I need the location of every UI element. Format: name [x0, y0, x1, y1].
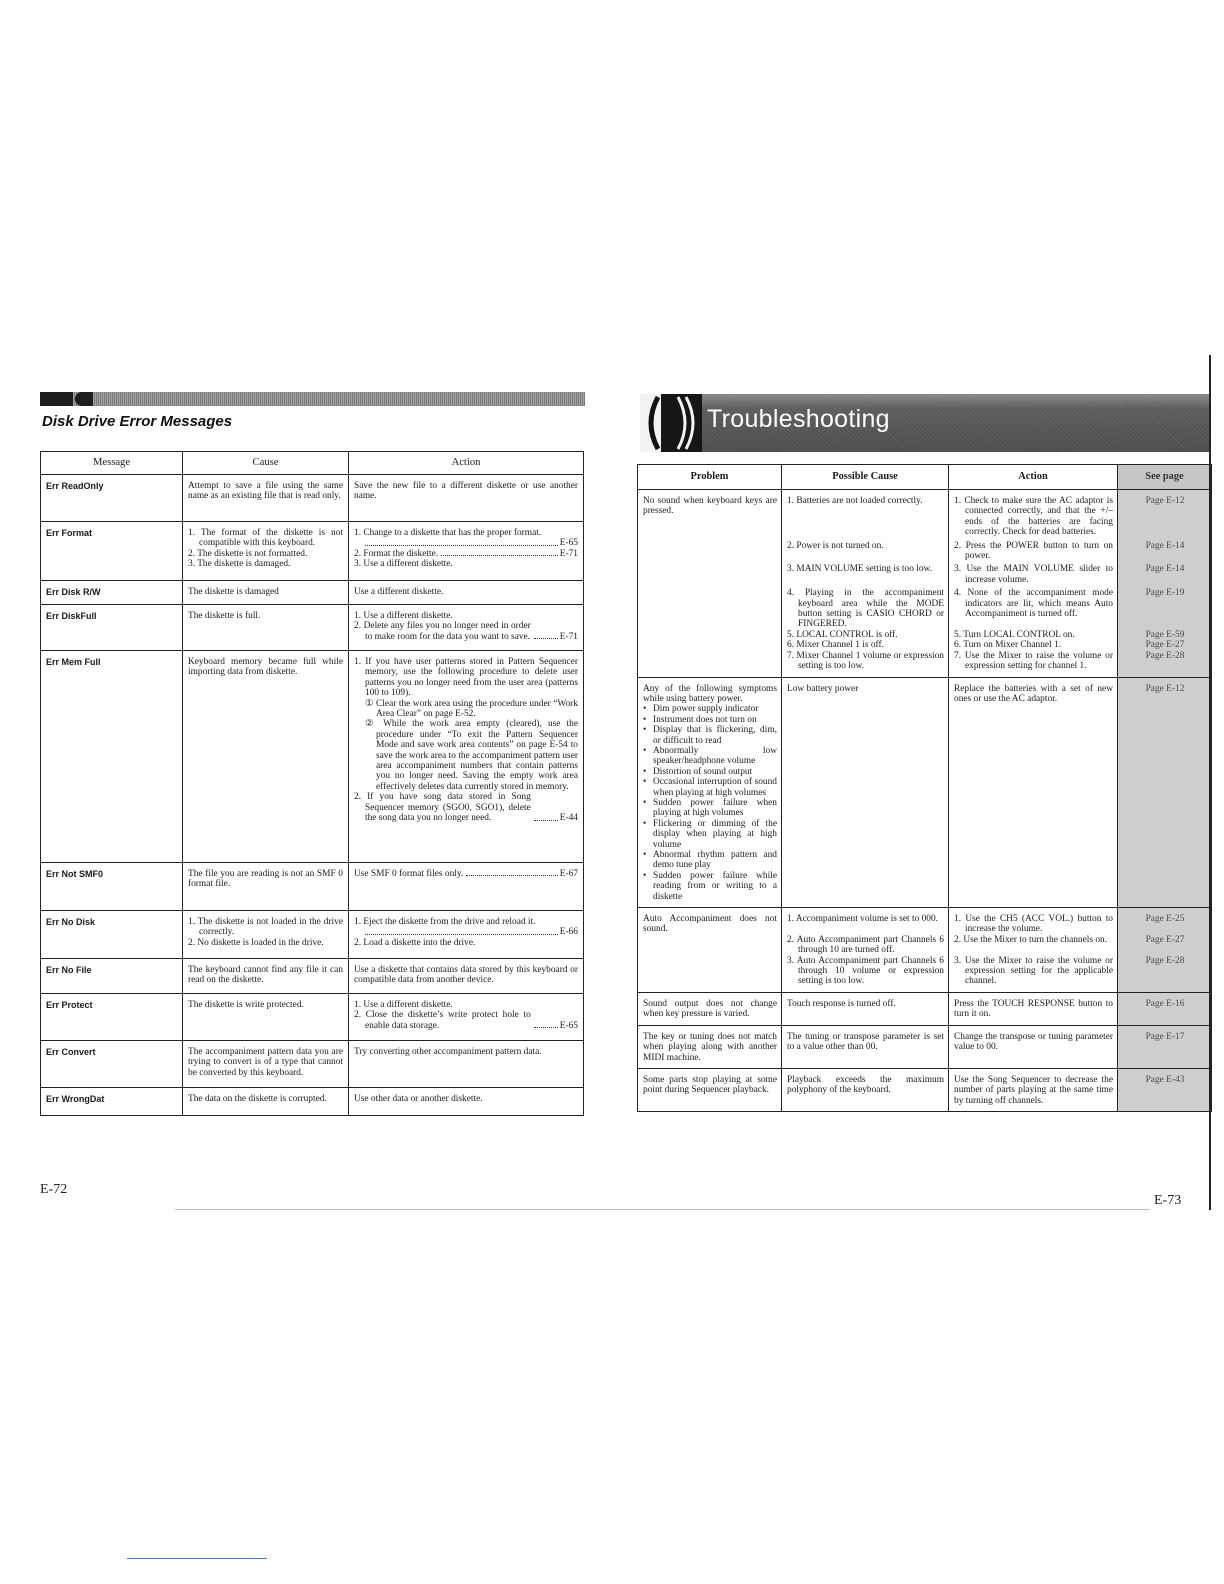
action-item	[354, 549, 578, 559]
action-item	[354, 869, 578, 879]
dot-leader	[534, 1027, 558, 1028]
see-page-ref: Page E-14	[1145, 540, 1185, 551]
action-cell	[349, 1041, 584, 1088]
table-row	[41, 1088, 584, 1116]
symptom-item: • Sudden power failure when playing at high volumes	[643, 798, 777, 819]
cause-text: The accompaniment pattern data you are trying to convert is of a type that cannot be converted by this keyboard.	[188, 1047, 343, 1078]
footer-rule	[175, 1209, 1150, 1210]
action-text: Change the transpose or tuning parameter value to 00.	[954, 1031, 1113, 1053]
see-page-cell	[1118, 630, 1212, 640]
action-item: 1. If you have user patterns stored in Pattern Sequencer memory, use the following procedure to delete user patterns you no longer need from the user area (patterns 100 to 109).	[354, 657, 578, 699]
action-cell	[349, 994, 584, 1041]
action-item-text: 2. Delete any files you no longer need in order to make room for the data you want to save.	[354, 621, 531, 642]
table-row	[41, 959, 584, 994]
action-text: Press the TOUCH RESPONSE button to turn it on.	[954, 998, 1113, 1020]
cause-cell	[183, 911, 349, 959]
error-message: Err DiskFull	[41, 605, 183, 651]
action-item	[354, 792, 578, 823]
action-text: 6. Turn on Mixer Channel 1.	[954, 640, 1062, 651]
action-cell	[349, 1088, 584, 1116]
cause-cell	[782, 1068, 949, 1111]
problem-text: Auto Accompaniment does not sound.	[643, 914, 777, 935]
action-item-text: 2. Close the diskette’s write protect hole to enable data storage.	[354, 1010, 531, 1031]
see-page-cell	[1118, 992, 1212, 1025]
action-cell	[349, 959, 584, 994]
see-page-ref: Page E-16	[1145, 998, 1185, 1009]
action-item	[354, 1010, 578, 1031]
cause-cell	[782, 640, 949, 650]
cause-cell	[183, 475, 349, 522]
action-cell	[349, 605, 584, 651]
cause-item: 2. The diskette is not formatted.	[188, 548, 308, 559]
action-cell	[949, 935, 1118, 956]
cause-cell	[782, 561, 949, 585]
cause-cell	[782, 490, 949, 538]
symptom-item: • Flickering or dimming of the display when playing at high volume	[643, 819, 777, 850]
error-message: Err Disk R/W	[41, 581, 183, 605]
banner-title: Troubleshooting	[707, 405, 890, 433]
action-cell	[949, 561, 1118, 585]
page-number-right: E-73	[1154, 1193, 1182, 1208]
header-bar-block	[40, 392, 73, 406]
action-text: 2. Use the Mixer to turn the channels on.	[954, 934, 1108, 945]
problem-cell	[638, 1025, 782, 1068]
symptom-item: • Abnormally low speaker/headphone volume	[643, 746, 777, 767]
action-text: 3. Use the Mixer to raise the volume or expression setting for the applicable channel.	[954, 955, 1113, 987]
cause-text: Low battery power	[787, 683, 859, 694]
symptom-item: • Abnormal rhythm pattern and demo tune play	[643, 850, 777, 871]
header-problem: Problem	[638, 465, 782, 490]
see-page-cell	[1118, 585, 1212, 630]
see-page-cell	[1118, 561, 1212, 585]
cause-cell	[782, 1025, 949, 1068]
see-page-ref: Page E-43	[1145, 1074, 1185, 1085]
cause-item: 2. No diskette is loaded in the drive.	[188, 937, 324, 948]
action-cell	[349, 651, 584, 863]
action-text: Use a different diskette.	[354, 587, 444, 597]
cause-cell	[782, 677, 949, 908]
problem-cell	[638, 1068, 782, 1111]
action-item	[354, 621, 578, 642]
cause-text: The data on the diskette is corrupted.	[188, 1094, 327, 1104]
cause-text: 6. Mixer Channel 1 is off.	[787, 640, 884, 651]
cause-cell	[183, 651, 349, 863]
cause-cell	[183, 863, 349, 911]
table-row	[638, 908, 1212, 935]
cause-cell	[183, 1088, 349, 1116]
action-text: 7. Use the Mixer to raise the volume or expression setting for channel 1.	[954, 650, 1113, 672]
header-action: Action	[949, 465, 1118, 490]
see-page-ref: Page E-28	[1145, 955, 1185, 966]
table-row	[41, 1041, 584, 1088]
table-row	[41, 522, 584, 581]
page-reference: E-44	[559, 813, 578, 824]
error-message: Err Not SMF0	[41, 863, 183, 911]
cause-text: 5. LOCAL CONTROL is off.	[787, 629, 898, 640]
see-page-ref: Page E-59	[1145, 629, 1185, 640]
page-edge-line	[1209, 355, 1211, 1210]
cause-text: 3. Auto Accompaniment part Channels 6 through 10 volume or expression setting is too low.	[787, 955, 944, 987]
cause-cell	[782, 935, 949, 956]
error-message: Err No File	[41, 959, 183, 994]
action-item: 2. Load a diskette into the drive.	[354, 937, 476, 948]
see-page-cell	[1118, 1025, 1212, 1068]
action-text: 1. Check to make sure the AC adaptor is connected correctly, and that the +/– ends of the batteries are facing correctly. Check for dead batteries.	[954, 496, 1113, 538]
cause-cell	[183, 1041, 349, 1088]
error-message: Err Protect	[41, 994, 183, 1041]
problem-text: Any of the following symptoms while using battery power.	[643, 683, 777, 704]
action-item-text: 2. If you have song data stored in Song Sequencer memory (SGO0, SGO1), delete the song data you no longer need.	[354, 792, 531, 824]
dot-leader	[534, 820, 558, 821]
page-reference: E-65	[559, 538, 578, 549]
cause-text: 7. Mixer Channel 1 volume or expression setting is too low.	[787, 650, 944, 672]
action-cell	[349, 522, 584, 581]
action-text: Save the new file to a different diskette or use another name.	[354, 481, 578, 502]
symptom-item: • Display that is flickering, dim, or difficult to read	[643, 725, 777, 746]
section-header-bar	[40, 392, 585, 406]
table-row	[41, 475, 584, 522]
action-text: 1. Use the CH5 (ACC VOL.) button to increase the volume.	[954, 914, 1113, 935]
cause-text: 3. MAIN VOLUME setting is too low.	[787, 564, 933, 575]
action-text: Replace the batteries with a set of new ones or use the AC adaptor.	[954, 683, 1113, 704]
table-row	[41, 581, 584, 605]
cause-text: The diskette is write protected.	[188, 1000, 304, 1010]
action-cell	[949, 677, 1118, 908]
action-cell	[949, 585, 1118, 630]
cause-cell	[782, 992, 949, 1025]
cause-cell	[183, 522, 349, 581]
action-item: 1. Use a different diskette.	[354, 1000, 453, 1010]
see-page-ref: Page E-27	[1145, 934, 1185, 945]
cause-cell	[782, 585, 949, 630]
table-row	[41, 651, 584, 863]
cause-cell	[183, 959, 349, 994]
action-item-text: 2. Format the diskette.	[354, 548, 439, 559]
action-cell	[949, 640, 1118, 650]
cause-cell	[782, 908, 949, 935]
see-page-cell	[1118, 651, 1212, 677]
table-row	[41, 863, 584, 911]
problem-text: Some parts stop playing at some point during Sequencer playback.	[643, 1074, 777, 1096]
action-cell	[949, 1025, 1118, 1068]
symptom-item: • Dim power supply indicator	[643, 704, 777, 714]
cause-text: 4. Playing in the accompaniment keyboard area while the MODE button setting is CASIO CHORD or FINGERED.	[787, 588, 944, 630]
table-header-row	[41, 452, 584, 475]
action-cell	[949, 908, 1118, 935]
cause-text: The diskette is full.	[188, 611, 261, 621]
action-text: 2. Press the POWER button to turn on power.	[954, 540, 1113, 562]
cause-cell	[183, 581, 349, 605]
action-item-text: Use SMF 0 format files only.	[354, 869, 464, 879]
cause-item: 1. The format of the diskette is not compatible with this keyboard.	[188, 528, 343, 549]
see-page-ref: Page E-25	[1145, 914, 1185, 925]
action-cell	[949, 992, 1118, 1025]
action-text: 5. Turn LOCAL CONTROL on.	[954, 629, 1075, 640]
symptom-item: • Instrument does not turn on	[643, 715, 777, 725]
error-message: Err Mem Full	[41, 651, 183, 863]
see-page-cell	[1118, 908, 1212, 935]
action-item: 1. Change to a diskette that has the proper format.	[354, 528, 542, 538]
see-page-cell	[1118, 490, 1212, 538]
page-reference-line	[354, 927, 578, 937]
error-message: Err ReadOnly	[41, 475, 183, 522]
header-cause: Cause	[183, 452, 349, 475]
dot-leader	[534, 638, 558, 639]
cause-cell	[183, 994, 349, 1041]
action-cell	[349, 863, 584, 911]
table-row	[638, 677, 1212, 908]
action-cell	[349, 911, 584, 959]
symptom-item: • Distortion of sound output	[643, 767, 777, 777]
problem-cell	[638, 490, 782, 678]
cause-cell	[782, 630, 949, 640]
see-page-ref: Page E-28	[1145, 650, 1185, 661]
cause-text: Playback exceeds the maximum polyphony of the keyboard.	[787, 1074, 944, 1096]
page-reference: E-67	[559, 869, 578, 879]
cause-cell	[183, 605, 349, 651]
dot-leader	[466, 875, 557, 876]
cause-cell	[782, 956, 949, 993]
section-title: Disk Drive Error Messages	[42, 413, 233, 430]
action-text: 4. None of the accompaniment mode indicators are lit, which means Auto Accompaniment is turned off.	[954, 588, 1113, 620]
cause-text: The diskette is damaged	[188, 587, 279, 597]
symptom-item: • Occasional interruption of sound when playing at high volumes	[643, 777, 777, 798]
see-page-ref: Page E-14	[1145, 564, 1185, 575]
dot-leader	[365, 934, 558, 935]
error-message: Err Format	[41, 522, 183, 581]
problem-cell	[638, 908, 782, 993]
action-item: 1. Eject the diskette from the drive and reload it.	[354, 917, 536, 927]
see-page-ref: Page E-17	[1145, 1031, 1185, 1042]
page-reference: E-65	[559, 1020, 578, 1031]
cause-text: The keyboard cannot find any file it can read on the diskette.	[188, 965, 343, 986]
action-item: 1. Use a different diskette.	[354, 611, 453, 621]
table-row	[638, 992, 1212, 1025]
error-message: Err No Disk	[41, 911, 183, 959]
action-cell	[949, 490, 1118, 538]
problem-cell	[638, 992, 782, 1025]
action-cell	[949, 630, 1118, 640]
table-row	[41, 605, 584, 651]
dot-leader	[365, 545, 558, 546]
error-message: Err Convert	[41, 1041, 183, 1088]
page-reference: E-71	[559, 548, 578, 559]
cause-text: 1. Accompaniment volume is set to 000.	[787, 914, 939, 925]
cause-text: Touch response is turned off.	[787, 998, 896, 1009]
error-messages-table	[40, 451, 584, 1116]
cause-item: 3. The diskette is damaged.	[188, 559, 291, 570]
action-subitem: ① Clear the work area using the procedure under “Work Area Clear” on page E-52.	[365, 698, 578, 720]
troubleshooting-table	[637, 464, 1212, 1112]
page-reference: E-71	[559, 631, 578, 642]
problem-text: The key or tuning does not match when playing along with another MIDI machine.	[643, 1031, 777, 1063]
see-page-cell	[1118, 538, 1212, 562]
symptom-item: • Sudden power failure while reading from or writing to a diskette	[643, 871, 777, 902]
page-reference: E-66	[559, 927, 578, 938]
cause-cell	[782, 651, 949, 677]
header-action: Action	[349, 452, 584, 475]
action-cell	[349, 581, 584, 605]
see-page-ref: Page E-19	[1145, 588, 1185, 599]
cause-text: 1. Batteries are not loaded correctly.	[787, 496, 923, 506]
table-header-row	[638, 465, 1212, 490]
cause-cell	[782, 538, 949, 562]
action-cell	[349, 475, 584, 522]
cause-text: The tuning or transpose parameter is set to a value other than 00.	[787, 1031, 944, 1053]
action-subitem: ② While the work area empty (cleared), use the procedure under “To exit the Pattern Sequencer Mode and save work area contents” on page E-54 to save the work area to the accompaniment pattern user area accompaniment numbers that contain patterns you no longer need. Saving the empty work area effectively deletes data currently stored in memory.	[365, 719, 578, 792]
action-text: Use other data or another diskette.	[354, 1094, 483, 1104]
error-message: Err WrongDat	[41, 1088, 183, 1116]
scan-mark-line	[127, 1558, 267, 1559]
action-text: 3. Use the MAIN VOLUME slider to increase volume.	[954, 564, 1113, 585]
see-page-cell	[1118, 1068, 1212, 1111]
table-row	[41, 911, 584, 959]
cause-text: The file you are reading is not an SMF 0 format file.	[188, 869, 343, 890]
see-page-ref: Page E-12	[1145, 496, 1185, 506]
header-bar-block	[75, 392, 93, 406]
action-text: Try converting other accompaniment pattern data.	[354, 1047, 542, 1057]
see-page-cell	[1118, 956, 1212, 993]
action-text: Use a diskette that contains data stored by this keyboard or compatible data from another device.	[354, 965, 578, 986]
bracket-icon	[640, 394, 710, 452]
action-item: 3. Use a different diskette.	[354, 559, 453, 570]
troubleshooting-banner	[640, 394, 1211, 452]
dot-leader	[441, 555, 558, 556]
action-cell	[949, 538, 1118, 562]
action-text: Use the Song Sequencer to decrease the number of parts playing at the same time by turning off channels.	[954, 1074, 1113, 1106]
table-row	[638, 490, 1212, 538]
problem-text: No sound when keyboard keys are pressed.	[643, 496, 777, 517]
table-row	[41, 994, 584, 1041]
see-page-ref: Page E-27	[1145, 640, 1185, 651]
cause-text: Keyboard memory became full while importing data from diskette.	[188, 657, 343, 678]
action-cell	[949, 651, 1118, 677]
page-number-left: E-72	[40, 1182, 68, 1197]
action-cell	[949, 1068, 1118, 1111]
see-page-cell	[1118, 640, 1212, 650]
see-page-cell	[1118, 677, 1212, 908]
header-see-page: See page	[1118, 465, 1212, 490]
problem-text: Sound output does not change when key pressure is varied.	[643, 998, 777, 1020]
see-page-ref: Page E-12	[1145, 683, 1185, 694]
cause-text: 2. Power is not turned on.	[787, 540, 884, 551]
cause-item: 1. The diskette is not loaded in the drive correctly.	[188, 917, 343, 938]
header-possible-cause: Possible Cause	[782, 465, 949, 490]
table-row	[638, 1025, 1212, 1068]
page-reference-line	[354, 538, 578, 548]
problem-cell	[638, 677, 782, 908]
action-cell	[949, 956, 1118, 993]
cause-text: Attempt to save a file using the same name as an existing file that is read only.	[188, 481, 343, 502]
cause-text: 2. Auto Accompaniment part Channels 6 through 10 are turned off.	[787, 934, 944, 956]
header-message: Message	[41, 452, 183, 475]
see-page-cell	[1118, 935, 1212, 956]
table-row	[638, 1068, 1212, 1111]
